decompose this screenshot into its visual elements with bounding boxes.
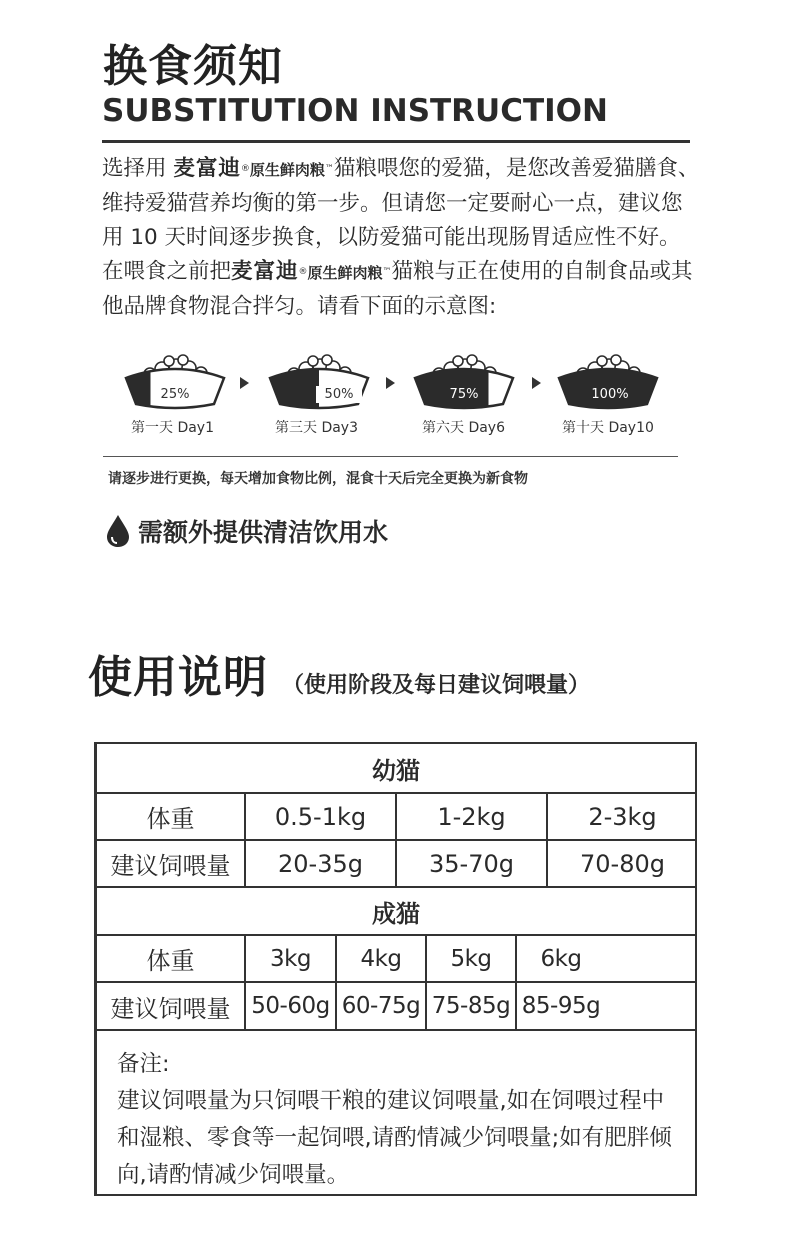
kitten-weight-cell: 0.5-1kg <box>274 802 367 831</box>
kitten-feed-label: 建议饲喂量 <box>110 852 231 880</box>
adult-feed-cell: 50-60g <box>251 993 330 1019</box>
table-rule <box>395 792 397 886</box>
brand-product: 原生鲜肉粮 <box>249 161 325 179</box>
table-rule <box>515 934 517 1029</box>
usage-title: 使用说明 <box>88 652 268 703</box>
notes-text: 建议饲喂量为只饲喂干粮的建议饲喂量,如在饲喂过程中和湿粮、零食等一起饲喂,请酌情减少饲喂量;如有肥胖倾向,请酌情减少饲喂量。 <box>117 1088 672 1188</box>
arrow-icon <box>240 377 249 389</box>
table-rule <box>244 934 246 1029</box>
adult-weight-cell: 3kg <box>269 945 312 972</box>
bowl-icon <box>122 352 228 412</box>
table-rule <box>335 934 337 1029</box>
intro-part3: 猫粮与正在使用的自制食品或其他品牌食物混合拌匀。请看下面的示意图: <box>102 259 693 319</box>
water-drop-icon <box>104 513 132 549</box>
title-divider <box>102 140 690 143</box>
bowl-percent: 75% <box>449 387 479 402</box>
adult-weight-cell: 5kg <box>450 945 492 972</box>
adult-weight-label: 体重 <box>146 947 195 975</box>
brand-name: 麦富迪 <box>173 156 241 181</box>
kitten-feed-cell: 35-70g <box>429 849 514 878</box>
usage-heading <box>88 641 590 705</box>
day-label: 第六天 Day6 <box>422 420 506 436</box>
bowl-percent: 25% <box>160 387 190 402</box>
arrow-icon <box>532 377 541 389</box>
bowl-percent: 100% <box>591 387 629 402</box>
intro-part1: 选择用 <box>102 156 167 181</box>
arrow-icon <box>386 377 395 389</box>
kitten-weight-cell: 2-3kg <box>588 802 657 831</box>
steps-note: 请逐步进行更换，每天增加食物比例，混食十天后完全更换为新食物 <box>108 471 528 487</box>
kitten-header: 幼猫 <box>372 756 420 785</box>
kitten-feed-cell: 70-80g <box>580 849 665 878</box>
adult-feed-cell: 60-75g <box>341 993 421 1019</box>
brand-product-2: 原生鲜肉粮 <box>307 264 383 282</box>
bowl-icon <box>411 352 517 412</box>
feeding-table <box>94 742 697 1196</box>
brand-name-2: 麦富迪 <box>231 259 299 284</box>
kitten-weight-label: 体重 <box>146 805 195 833</box>
trademark-mark-2: ™ <box>382 267 392 277</box>
adult-feed-cell: 85-95g <box>521 993 601 1019</box>
page-title: 换食须知 <box>103 41 283 92</box>
bowl-icon <box>266 352 372 412</box>
day-label: 第十天 Day10 <box>562 420 654 436</box>
table-rule <box>425 934 427 1029</box>
table-rule <box>244 792 246 886</box>
intro-paragraph <box>102 152 702 324</box>
bowl-icon <box>555 352 661 412</box>
steps-divider <box>103 456 678 457</box>
adult-weight-cell: 4kg <box>360 945 402 972</box>
table-rule <box>97 1029 697 1031</box>
adult-feed-cell: 75-85g <box>431 993 511 1019</box>
adult-weight-cell: 6kg <box>540 945 582 972</box>
adult-feed-label: 建议饲喂量 <box>110 994 231 1023</box>
notes-block <box>117 1046 677 1194</box>
bowl-percent: 50% <box>324 387 354 402</box>
intro-part2: 猫粮喂您的爱猫，是您改善爱猫膳食、维持爱猫营养均衡的第一步。但请您一定要耐心一点，建议您用 10 天时间逐步换食，以防爱猫可能出现肠胃适应性不好。在喂食之前把 <box>102 156 700 284</box>
water-note-text: 需额外提供清洁饮用水 <box>138 518 389 547</box>
kitten-weight-cell: 1-2kg <box>437 802 506 831</box>
table-rule <box>546 792 548 886</box>
registered-mark-2: ® <box>298 267 308 277</box>
water-note <box>104 511 388 551</box>
trademark-mark: ™ <box>324 164 334 174</box>
adult-header: 成猫 <box>372 899 420 928</box>
kitten-feed-cell: 20-35g <box>278 849 363 878</box>
usage-subtitle: （使用阶段及每日建议饲喂量） <box>282 673 591 698</box>
page-subtitle-en: SUBSTITUTION INSTRUCTION <box>102 93 608 129</box>
registered-mark: ® <box>240 164 250 174</box>
notes-title: 备注: <box>117 1051 170 1077</box>
day-label: 第三天 Day3 <box>275 420 359 436</box>
day-label: 第一天 Day1 <box>131 420 215 436</box>
